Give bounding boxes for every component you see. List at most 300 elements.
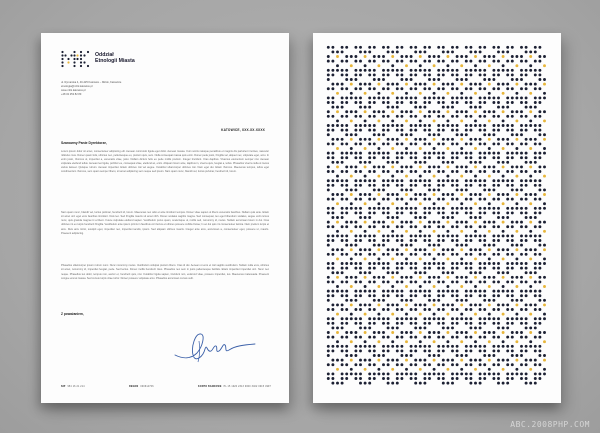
pattern-dot xyxy=(368,207,371,210)
pattern-dot xyxy=(479,170,482,173)
pattern-dot-gold xyxy=(515,175,518,178)
pattern-dot xyxy=(433,165,436,168)
pattern-dot xyxy=(451,96,454,99)
pattern-dot xyxy=(460,262,463,265)
pattern-dot-gold xyxy=(350,303,353,306)
pattern-dot xyxy=(520,276,523,279)
pattern-dot xyxy=(492,244,495,247)
pattern-dot xyxy=(327,87,330,90)
pattern-dot xyxy=(502,179,505,182)
pattern-dot xyxy=(400,276,403,279)
pattern-dot xyxy=(396,193,399,196)
pattern-dot xyxy=(479,225,482,228)
pattern-dot xyxy=(327,322,330,325)
pattern-dot xyxy=(414,322,417,325)
pattern-dot xyxy=(327,331,330,334)
pattern-dot xyxy=(442,161,445,164)
pattern-dot xyxy=(382,179,385,182)
pattern-dot xyxy=(483,110,486,113)
pattern-dot xyxy=(368,239,371,242)
letter-date: KATOWICE, XXX.XX.XXXX xyxy=(221,128,265,132)
pattern-dot xyxy=(373,308,376,311)
pattern-dot xyxy=(345,110,348,113)
pattern-dot xyxy=(377,257,380,260)
pattern-dot xyxy=(405,78,408,81)
pattern-dot xyxy=(520,308,523,311)
pattern-dot xyxy=(373,73,376,76)
pattern-dot xyxy=(497,198,500,201)
pattern-dot xyxy=(469,138,472,141)
pattern-dot xyxy=(437,115,440,118)
pattern-dot xyxy=(483,354,486,357)
letter-salutation: Szanowny Panie Dyrektorze, xyxy=(61,141,107,145)
pattern-dot xyxy=(414,184,417,187)
pattern-dot xyxy=(419,216,422,219)
pattern-dot-gold xyxy=(364,331,367,334)
pattern-dot xyxy=(534,294,537,297)
pattern-dot xyxy=(483,165,486,168)
pattern-dot xyxy=(391,290,394,293)
pattern-dot xyxy=(479,239,482,242)
pattern-dot xyxy=(331,115,334,118)
pattern-dot xyxy=(359,179,362,182)
pattern-dot xyxy=(502,382,505,385)
pattern-dot xyxy=(336,64,339,67)
pattern-dot xyxy=(359,372,362,375)
pattern-dot xyxy=(400,354,403,357)
pattern-dot xyxy=(469,106,472,109)
pattern-dot-gold xyxy=(433,175,436,178)
pattern-dot xyxy=(525,161,528,164)
pattern-dot xyxy=(414,83,417,86)
pattern-dot xyxy=(442,322,445,325)
pattern-dot xyxy=(506,101,509,104)
pattern-dot xyxy=(469,115,472,118)
pattern-dot xyxy=(373,211,376,214)
pattern-dot xyxy=(479,69,482,72)
pattern-dot xyxy=(423,156,426,159)
pattern-dot xyxy=(497,294,500,297)
pattern-dot xyxy=(446,290,449,293)
pattern-dot xyxy=(442,294,445,297)
pattern-dot xyxy=(428,262,431,265)
pattern-dot xyxy=(387,106,390,109)
pattern-dot xyxy=(502,161,505,164)
pattern-dot xyxy=(396,156,399,159)
pattern-dot xyxy=(341,363,344,366)
pattern-dot xyxy=(520,152,523,155)
pattern-dot xyxy=(387,83,390,86)
pattern-dot xyxy=(382,110,385,113)
pattern-dot xyxy=(511,101,514,104)
pattern-dot xyxy=(460,92,463,95)
pattern-dot xyxy=(354,87,357,90)
pattern-dot xyxy=(502,216,505,219)
pattern-dot xyxy=(525,336,528,339)
pattern-dot xyxy=(396,152,399,155)
pattern-dot xyxy=(345,87,348,90)
pattern-dot xyxy=(373,336,376,339)
pattern-dot xyxy=(506,46,509,49)
pattern-dot xyxy=(511,239,514,242)
pattern-dot xyxy=(451,349,454,352)
pattern-dot xyxy=(428,354,431,357)
pattern-dot xyxy=(437,345,440,348)
pattern-dot xyxy=(350,331,353,334)
letter-paragraph: Nam quam nunc, blandit vel, luctus pulvinar, hendrerit id, lorem. Maecenas nec odio et ante tincidunt tempus. Donec vitae sapien ut libero venenatis faucibus. Nullam quis ante. Etiam sit amet orci eget eros faucibus tincidunt. Duis leo. Sed fringilla mauris sit amet nibh. Donec sodales sagittis magna. Sed consequat, leo eget bibendum sodales, augue velit cursus nunc, quis gravida magna mi a libero. Fusce vulputate eleifend sapien. Vestibulum purus quam, scelerisque ut, mollis sed, nonummy id, metus. Nullam accumsan lorem in dui. Cras ultricies mi eu turpis hendrerit fringilla. Vestibulum ante ipsum primis in faucibus orci luctus et ultrices posuere cubilia Curae; In ac dui quis mi consectetuer lacinia. Nam pretium turpis et arcu. Duis arcu tortor, suscipit eget, imperdiet nec, imperdiet iaculis, ipsum. Sed aliquam ultrices mauris. Integer ante arcu, accumsan a, consectetuer eget, posuere ut, mauris. Praesent adipiscing. xyxy=(61,211,269,235)
pattern-dot xyxy=(492,262,495,265)
pattern-dot xyxy=(336,175,339,178)
pattern-dot xyxy=(483,101,486,104)
pattern-dot xyxy=(423,142,426,145)
pattern-dot xyxy=(469,359,472,362)
pattern-dot xyxy=(400,152,403,155)
pattern-dot xyxy=(538,234,541,237)
pattern-dot xyxy=(423,294,426,297)
pattern-dot-gold xyxy=(336,147,339,150)
pattern-dot xyxy=(456,60,459,63)
pattern-dot xyxy=(414,101,417,104)
pattern-dot xyxy=(368,290,371,293)
pattern-dot xyxy=(543,313,546,316)
pattern-dot xyxy=(529,161,532,164)
pattern-dot xyxy=(456,267,459,270)
pattern-dot xyxy=(479,106,482,109)
pattern-dot xyxy=(345,336,348,339)
pattern-dot-gold xyxy=(446,202,449,205)
pattern-dot xyxy=(502,50,505,53)
pattern-dot-gold xyxy=(433,119,436,122)
pattern-dot xyxy=(387,184,390,187)
pattern-dot xyxy=(534,152,537,155)
pattern-dot xyxy=(345,280,348,283)
pattern-dot xyxy=(382,73,385,76)
pattern-dot xyxy=(534,115,537,118)
pattern-dot xyxy=(511,211,514,214)
pattern-dot xyxy=(336,216,339,219)
pattern-dot xyxy=(368,303,371,306)
pattern-dot xyxy=(396,382,399,385)
pattern-dot xyxy=(405,354,408,357)
pattern-dot-gold xyxy=(474,276,477,279)
pattern-dot-gold xyxy=(336,110,339,113)
pattern-dot xyxy=(465,87,468,90)
pattern-dot xyxy=(391,303,394,306)
pattern-dot-gold xyxy=(336,202,339,205)
pattern-dot xyxy=(511,198,514,201)
pattern-dot xyxy=(534,207,537,210)
pattern-dot xyxy=(506,207,509,210)
pattern-dot xyxy=(492,142,495,145)
pattern-dot xyxy=(396,363,399,366)
pattern-dot xyxy=(469,349,472,352)
pattern-dot xyxy=(534,280,537,283)
pattern-dot xyxy=(474,193,477,196)
pattern-dot xyxy=(419,303,422,306)
dot-pattern xyxy=(326,45,548,389)
pattern-dot xyxy=(525,73,528,76)
pattern-dot xyxy=(474,216,477,219)
pattern-dot-gold xyxy=(543,193,546,196)
pattern-dot xyxy=(400,290,403,293)
pattern-dot xyxy=(433,313,436,316)
pattern-dot xyxy=(497,345,500,348)
pattern-dot xyxy=(387,234,390,237)
pattern-dot xyxy=(483,142,486,145)
pattern-dot xyxy=(341,234,344,237)
pattern-dot xyxy=(543,202,546,205)
pattern-dot-gold xyxy=(391,331,394,334)
pattern-dot xyxy=(359,239,362,242)
pattern-dot xyxy=(529,234,532,237)
pattern-dot xyxy=(460,55,463,58)
pattern-dot xyxy=(483,115,486,118)
pattern-dot-gold xyxy=(405,303,408,306)
pattern-dot-gold xyxy=(391,368,394,371)
pattern-dot xyxy=(497,46,500,49)
pattern-dot xyxy=(465,363,468,366)
pattern-dot xyxy=(506,129,509,132)
pattern-dot xyxy=(538,198,541,201)
pattern-dot xyxy=(460,78,463,81)
pattern-dot xyxy=(469,83,472,86)
pattern-dot xyxy=(492,322,495,325)
pattern-dot xyxy=(511,165,514,168)
pattern-dot xyxy=(364,64,367,67)
pattern-dot xyxy=(331,69,334,72)
pattern-dot xyxy=(497,124,500,127)
pattern-dot xyxy=(368,234,371,237)
pattern-dot xyxy=(474,248,477,251)
pattern-dot-gold xyxy=(460,193,463,196)
pattern-dot xyxy=(327,276,330,279)
pattern-dot xyxy=(442,303,445,306)
pattern-dot xyxy=(354,336,357,339)
pattern-dot xyxy=(543,262,546,265)
pattern-dot xyxy=(506,50,509,53)
pattern-dot xyxy=(327,110,330,113)
pattern-dot xyxy=(354,253,357,256)
pattern-dot xyxy=(423,267,426,270)
pattern-dot xyxy=(492,345,495,348)
pattern-dot xyxy=(391,175,394,178)
pattern-dot xyxy=(534,363,537,366)
pattern-dot xyxy=(350,78,353,81)
pattern-dot-gold xyxy=(419,257,422,260)
pattern-dot xyxy=(502,271,505,274)
pattern-dot xyxy=(520,207,523,210)
pattern-dot-gold xyxy=(515,303,518,306)
pattern-dot xyxy=(460,221,463,224)
pattern-dot xyxy=(341,308,344,311)
pattern-dot xyxy=(511,290,514,293)
pattern-dot xyxy=(345,253,348,256)
pattern-dot xyxy=(515,78,518,81)
pattern-dot xyxy=(543,96,546,99)
pattern-dot xyxy=(373,179,376,182)
pattern-dot xyxy=(534,336,537,339)
pattern-dot xyxy=(327,46,330,49)
pattern-dot xyxy=(405,317,408,320)
pattern-dot xyxy=(456,46,459,49)
pattern-dot-gold xyxy=(336,55,339,58)
pattern-dot xyxy=(538,60,541,63)
pattern-dot xyxy=(414,124,417,127)
pattern-dot xyxy=(341,253,344,256)
pattern-dot xyxy=(543,207,546,210)
pattern-dot xyxy=(341,83,344,86)
pattern-dot xyxy=(428,110,431,113)
pattern-dot xyxy=(373,115,376,118)
pattern-dot xyxy=(488,152,491,155)
pattern-dot xyxy=(428,46,431,49)
pattern-dot xyxy=(405,262,408,265)
pattern-dot xyxy=(331,326,334,329)
pattern-dot-gold xyxy=(502,202,505,205)
pattern-dot xyxy=(446,340,449,343)
pattern-dot xyxy=(410,87,413,90)
pattern-dot xyxy=(433,92,436,95)
pattern-dot xyxy=(538,101,541,104)
pattern-dot-gold xyxy=(529,165,532,168)
pattern-dot xyxy=(469,101,472,104)
pattern-dot xyxy=(488,188,491,191)
pattern-dot xyxy=(400,69,403,72)
pattern-dot xyxy=(423,225,426,228)
pattern-dot xyxy=(437,317,440,320)
pattern-dot xyxy=(515,313,518,316)
pattern-dot xyxy=(341,152,344,155)
pattern-dot xyxy=(327,129,330,132)
pattern-dot xyxy=(419,340,422,343)
pattern-dot xyxy=(354,262,357,265)
pattern-dot xyxy=(341,377,344,380)
pattern-dot xyxy=(387,69,390,72)
pattern-dot xyxy=(354,276,357,279)
pattern-dot xyxy=(474,271,477,274)
pattern-dot xyxy=(506,83,509,86)
pattern-dot xyxy=(543,299,546,302)
pattern-dot-gold xyxy=(336,257,339,260)
pattern-dot xyxy=(327,354,330,357)
pattern-dot xyxy=(327,188,330,191)
pattern-dot xyxy=(511,188,514,191)
pattern-dot xyxy=(364,248,367,251)
pattern-dot xyxy=(341,138,344,141)
pattern-dot xyxy=(469,124,472,127)
pattern-dot xyxy=(331,211,334,214)
pattern-dot xyxy=(543,257,546,260)
pattern-dot xyxy=(331,345,334,348)
pattern-dot-gold xyxy=(391,110,394,113)
pattern-dot xyxy=(497,253,500,256)
pattern-dot xyxy=(341,280,344,283)
pattern-dot xyxy=(382,253,385,256)
pattern-dot xyxy=(479,322,482,325)
pattern-dot xyxy=(437,184,440,187)
pattern-dot xyxy=(359,308,362,311)
pattern-dot xyxy=(437,294,440,297)
pattern-dot xyxy=(336,234,339,237)
pattern-dot xyxy=(520,133,523,136)
pattern-dot xyxy=(327,349,330,352)
pattern-dot xyxy=(428,124,431,127)
pattern-dot xyxy=(437,179,440,182)
pattern-dot xyxy=(364,230,367,233)
pattern-dot xyxy=(331,152,334,155)
pattern-dot xyxy=(354,267,357,270)
pattern-dot xyxy=(331,372,334,375)
pattern-dot xyxy=(387,152,390,155)
pattern-dot xyxy=(497,267,500,270)
pattern-dot xyxy=(538,170,541,173)
pattern-dot xyxy=(479,96,482,99)
pattern-dot xyxy=(336,161,339,164)
pattern-dot xyxy=(451,179,454,182)
pattern-dot xyxy=(350,133,353,136)
pattern-dot xyxy=(345,276,348,279)
pattern-dot xyxy=(354,69,357,72)
pattern-dot xyxy=(327,96,330,99)
pattern-dot xyxy=(396,216,399,219)
pattern-dot xyxy=(387,142,390,145)
pattern-dot xyxy=(492,294,495,297)
pattern-dot xyxy=(433,78,436,81)
pattern-dot xyxy=(354,322,357,325)
pattern-dot xyxy=(474,345,477,348)
pattern-dot xyxy=(451,382,454,385)
pattern-dot xyxy=(410,345,413,348)
pattern-dot xyxy=(460,188,463,191)
pattern-dot xyxy=(387,317,390,320)
pattern-dot xyxy=(525,290,528,293)
pattern-dot xyxy=(410,280,413,283)
pattern-dot xyxy=(331,262,334,265)
pattern-dot xyxy=(419,345,422,348)
pattern-dot xyxy=(341,207,344,210)
pattern-dot xyxy=(520,96,523,99)
pattern-dot xyxy=(488,354,491,357)
pattern-dot xyxy=(400,331,403,334)
pattern-dot xyxy=(400,78,403,81)
pattern-dot xyxy=(497,239,500,242)
pattern-dot xyxy=(419,234,422,237)
pattern-dot xyxy=(492,276,495,279)
pattern-dot xyxy=(345,363,348,366)
pattern-dot xyxy=(354,124,357,127)
pattern-dot xyxy=(428,211,431,214)
pattern-dot xyxy=(437,142,440,145)
pattern-dot xyxy=(534,96,537,99)
pattern-dot-gold xyxy=(405,64,408,67)
letter-paragraph: Lorem ipsum dolor sit amet, consectetuer adipiscing elit. Aenean commodo ligula eget dolor. Aenean massa. Cum sociis natoque penatibus et magnis dis parturient montes, nascetur ridiculus mus. Donec quam felis, ultricies nec, pellentesque eu, pretium quis, sem. Nulla consequat massa quis enim. Donec pede justo, fringilla vel, aliquet nec, vulputate eget, arcu. In enim justo, rhoncus ut, imperdiet a, venenatis vitae, justo. Nullam dictum felis eu pede mollis pretium. Integer tincidunt. Cras dapibus. Vivamus elementum semper nisi. Aenean vulputate eleifend tellus. Aenean leo ligula, porttitor eu, consequat vitae, eleifend ac, enim. Aliquam lorem ante, dapibus in, viverra quis, feugiat a, tellus. Phasellus viverra nulla ut metus varius laoreet. Quisque rutrum. Aenean imperdiet. Etiam ultricies nisi vel augue. Curabitur ullamcorper ultricies nisi. Nam eget dui. Etiam rhoncus. Maecenas tempus, tellus eget condimentum rhoncus, sem quam semper libero, sit amet adipiscing sem neque sed ipsum. Nam quam nunc, blandit vel, luctus pulvinar, hendrerit id, lorem. xyxy=(61,150,269,174)
pattern-dot xyxy=(520,115,523,118)
pattern-dot xyxy=(529,340,532,343)
pattern-dot xyxy=(391,106,394,109)
pattern-dot-gold xyxy=(474,147,477,150)
pattern-dot xyxy=(492,267,495,270)
pattern-dot xyxy=(492,354,495,357)
pattern-dot xyxy=(414,336,417,339)
pattern-dot xyxy=(506,363,509,366)
pattern-dot xyxy=(359,267,362,270)
pattern-dot xyxy=(400,363,403,366)
pattern-dot xyxy=(341,87,344,90)
pattern-dot xyxy=(336,69,339,72)
pattern-dot-gold xyxy=(364,165,367,168)
pattern-dot-gold xyxy=(446,276,449,279)
pattern-dot xyxy=(373,262,376,265)
